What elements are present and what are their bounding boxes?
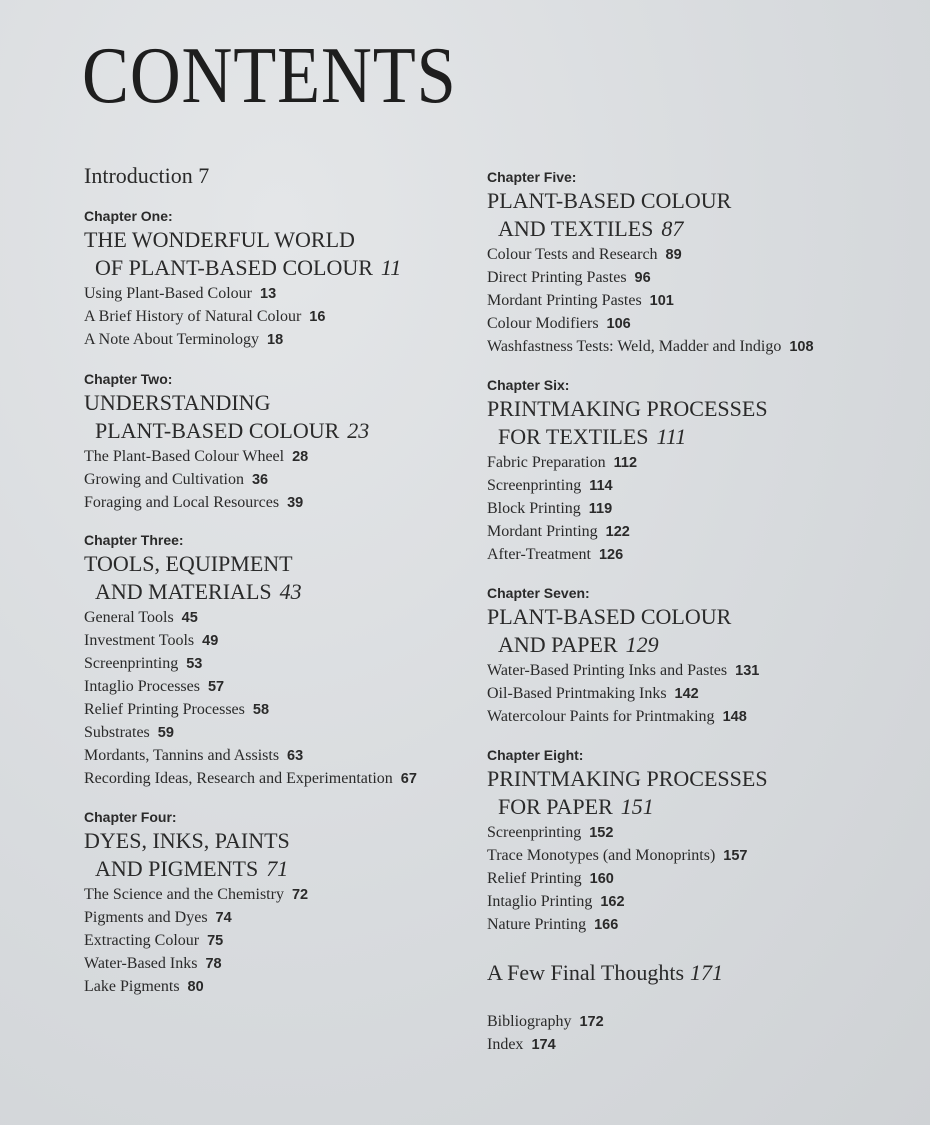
toc-entry-page: 16	[309, 309, 326, 325]
chapter-title-line1: PLANT-BASED COLOUR	[487, 604, 732, 629]
toc-entry	[487, 520, 768, 543]
toc-entry-text: Mordant Printing Pastes	[487, 292, 642, 309]
intro-page: 7	[198, 163, 210, 188]
chapter-label: Chapter Two:	[84, 371, 173, 387]
chapter-page: 43	[279, 579, 302, 604]
chapter-title-line2-row	[487, 423, 768, 451]
chapter-title-line1: PRINTMAKING PROCESSES	[487, 396, 768, 421]
toc-entry-page: 80	[187, 979, 204, 995]
chapter-label: Chapter One:	[84, 208, 173, 224]
toc-entry-page: 63	[287, 748, 304, 764]
toc-entry-page: 174	[531, 1037, 556, 1053]
toc-entry-text: Extracting Colour	[84, 932, 200, 949]
chapter-title-line1: PRINTMAKING PROCESSES	[487, 766, 768, 791]
toc-entry-page: 131	[735, 663, 760, 679]
toc-entry-page: 108	[789, 339, 814, 355]
toc-entry	[487, 243, 814, 266]
toc-entry-page: 119	[588, 501, 613, 517]
toc-entry-page: 57	[207, 679, 225, 695]
toc-entry-text: Investment Tools	[84, 632, 195, 649]
toc-entry	[487, 543, 768, 566]
chapter-title-line1: DYES, INKS, PAINTS	[84, 828, 290, 853]
toc-entry	[84, 721, 417, 744]
toc-entry-page: 74	[215, 910, 232, 926]
chapter-title-line1: PLANT-BASED COLOUR	[487, 188, 732, 213]
toc-entry-page: 13	[260, 286, 277, 302]
toc-entry	[487, 659, 759, 682]
toc-entry-page: 162	[600, 894, 625, 910]
toc-entry-page: 18	[267, 332, 284, 348]
chapter-page: 23	[347, 418, 370, 443]
chapter-two	[84, 371, 369, 514]
final-thoughts-entry	[487, 960, 723, 986]
chapter-title-line2: FOR TEXTILES	[498, 424, 649, 449]
toc-entry-text: Bibliography	[487, 1013, 572, 1030]
toc-entry-text: Intaglio Processes	[84, 678, 200, 695]
toc-entry-text: Washfastness Tests: Weld, Madder and Indigo	[487, 338, 782, 355]
toc-entry-page: 126	[598, 547, 624, 563]
toc-entry-page: 59	[157, 725, 174, 741]
back-matter	[487, 1010, 604, 1056]
toc-entry	[84, 744, 417, 767]
toc-entry	[487, 913, 768, 936]
chapter-title-line2: AND PAPER	[498, 632, 618, 657]
toc-entry	[487, 451, 768, 474]
chapter-title-line2: AND TEXTILES	[498, 216, 654, 241]
chapter-title	[84, 827, 308, 883]
chapter-title-line2: OF PLANT-BASED COLOUR	[95, 255, 373, 280]
toc-entry	[487, 867, 768, 890]
toc-entry-text: Direct Printing Pastes	[487, 269, 627, 286]
toc-entry	[487, 1033, 604, 1056]
chapter-title	[84, 389, 369, 445]
toc-entry	[84, 629, 417, 652]
toc-entry-text: Lake Pigments	[84, 978, 180, 995]
toc-entry-text: Foraging and Local Resources	[84, 494, 280, 511]
toc-entry	[487, 844, 768, 867]
toc-entry-page: 157	[723, 848, 748, 864]
toc-entry-page: 75	[207, 933, 224, 949]
intro-entry	[84, 163, 209, 189]
toc-entry	[487, 266, 814, 289]
chapter-title-line2: FOR PAPER	[498, 794, 613, 819]
toc-entry-text: After-Treatment	[487, 546, 591, 563]
chapter-page: 111	[656, 424, 687, 449]
toc-entry-page: 122	[605, 524, 630, 540]
toc-entry	[84, 929, 308, 952]
chapter-title	[487, 395, 768, 451]
toc-entry-text: Pigments and Dyes	[84, 909, 208, 926]
toc-entry	[84, 606, 417, 629]
toc-entry-text: Colour Modifiers	[487, 315, 599, 332]
toc-entry	[84, 906, 308, 929]
chapter-page: 129	[625, 632, 659, 657]
toc-entry-text: Recording Ideas, Research and Experimentation	[84, 770, 393, 787]
chapter-title	[84, 550, 417, 606]
chapter-title-line1: THE WONDERFUL WORLD	[84, 227, 355, 252]
toc-entry-text: The Plant-Based Colour Wheel	[84, 448, 285, 465]
toc-entry	[487, 312, 814, 335]
toc-entry-text: A Note About Terminology	[84, 331, 260, 348]
toc-entry-text: Water-Based Inks	[84, 955, 198, 972]
toc-entry-text: The Science and the Chemistry	[84, 886, 284, 903]
toc-entry	[84, 328, 401, 351]
toc-entry-page: 160	[589, 871, 614, 887]
toc-entry-page: 72	[291, 887, 309, 903]
toc-entry-page: 172	[579, 1014, 604, 1030]
chapter-label: Chapter Six:	[487, 377, 570, 393]
chapter-title	[487, 603, 759, 659]
chapter-title-line2: AND MATERIALS	[95, 579, 272, 604]
chapter-title-line2-row	[84, 855, 308, 883]
chapter-title-line2-row	[84, 254, 401, 282]
chapter-eight	[487, 747, 768, 936]
chapter-label: Chapter Five:	[487, 169, 577, 185]
chapter-page: 151	[620, 794, 654, 819]
toc-entry	[84, 445, 369, 468]
toc-entry-text: Intaglio Printing	[487, 893, 593, 910]
toc-entry	[84, 698, 417, 721]
toc-entry-text: Colour Tests and Research	[487, 246, 658, 263]
toc-entry-text: General Tools	[84, 609, 174, 626]
toc-entry-page: 96	[634, 270, 651, 286]
toc-entry	[84, 975, 308, 998]
toc-entry-page: 67	[400, 771, 417, 787]
toc-entry-text: Relief Printing Processes	[84, 701, 245, 718]
toc-entry-text: Index	[487, 1036, 524, 1053]
toc-entry-page: 112	[613, 455, 638, 471]
toc-entry	[487, 474, 768, 497]
toc-entry-text: A Brief History of Natural Colour	[84, 308, 302, 325]
toc-entry	[487, 335, 814, 358]
toc-entry	[487, 821, 768, 844]
toc-entry-page: 78	[205, 956, 222, 972]
toc-entry	[84, 767, 417, 790]
toc-entry-text: Screenprinting	[84, 655, 179, 672]
toc-entry-page: 58	[252, 702, 270, 718]
chapter-title-line2: AND PIGMENTS	[95, 856, 259, 881]
toc-entry-text: Substrates	[84, 724, 150, 741]
toc-entry-text: Oil-Based Printmaking Inks	[487, 685, 667, 702]
toc-entry-text: Water-Based Printing Inks and Pastes	[487, 662, 728, 679]
chapter-title-line2-row	[487, 631, 759, 659]
chapter-title	[487, 765, 768, 821]
chapter-label: Chapter Seven:	[487, 585, 590, 601]
toc-entry-text: Relief Printing	[487, 870, 582, 887]
toc-entry	[487, 497, 768, 520]
toc-entry	[487, 289, 814, 312]
toc-entry-page: 114	[589, 478, 613, 494]
toc-entry-text: Screenprinting	[487, 824, 582, 841]
chapter-title-line2-row	[487, 793, 768, 821]
toc-entry	[84, 282, 401, 305]
toc-entry-text: Using Plant-Based Colour	[84, 285, 252, 302]
toc-entry-text: Growing and Cultivation	[84, 471, 244, 488]
toc-entry	[84, 883, 308, 906]
chapter-title-line2-row	[84, 417, 369, 445]
toc-entry	[487, 705, 759, 728]
chapter-page: 11	[380, 255, 402, 280]
intro-text: Introduction	[84, 163, 193, 188]
toc-entry-page: 142	[674, 686, 699, 702]
toc-entry-text: Mordant Printing	[487, 523, 598, 540]
chapter-page: 71	[266, 856, 289, 881]
toc-entry-text: Block Printing	[487, 500, 581, 517]
toc-entry-page: 36	[251, 472, 269, 488]
toc-entry-text: Fabric Preparation	[487, 454, 606, 471]
toc-entry-page: 28	[292, 449, 309, 465]
toc-entry-text: Mordants, Tannins and Assists	[84, 747, 280, 764]
toc-entry-page: 39	[287, 495, 304, 511]
chapter-title-line1: TOOLS, EQUIPMENT	[84, 551, 293, 576]
chapter-six	[487, 377, 768, 566]
toc-entry-text: Screenprinting	[487, 477, 582, 494]
chapter-three	[84, 532, 417, 790]
chapter-title-line2: PLANT-BASED COLOUR	[95, 418, 340, 443]
chapter-one	[84, 208, 401, 351]
toc-entry-page: 101	[649, 293, 674, 309]
chapter-label: Chapter Three:	[84, 532, 184, 548]
toc-entry-text: Trace Monotypes (and Monoprints)	[487, 847, 716, 864]
toc-entry-page: 89	[665, 247, 682, 263]
chapter-label: Chapter Four:	[84, 809, 177, 825]
chapter-seven	[487, 585, 759, 728]
toc-entry-page: 152	[589, 825, 614, 841]
toc-entry-page: 148	[722, 709, 747, 725]
chapter-label: Chapter Eight:	[487, 747, 584, 763]
toc-entry-page: 53	[186, 656, 203, 672]
chapter-title-line2-row	[84, 578, 417, 606]
toc-entry	[84, 652, 417, 675]
toc-entry	[487, 890, 768, 913]
toc-entry	[84, 305, 401, 328]
page-title: CONTENTS	[82, 32, 457, 120]
toc-entry	[84, 952, 308, 975]
chapter-title-line2-row	[487, 215, 814, 243]
chapter-four	[84, 809, 308, 998]
toc-entry	[84, 491, 369, 514]
toc-entry-page: 166	[594, 917, 619, 933]
toc-entry	[84, 675, 417, 698]
toc-entry	[84, 468, 369, 491]
chapter-title	[84, 226, 401, 282]
toc-entry-page: 49	[202, 633, 219, 649]
final-thoughts-page: 171	[690, 960, 724, 985]
chapter-page: 87	[661, 216, 684, 241]
toc-entry	[487, 682, 759, 705]
toc-entry-text: Watercolour Paints for Printmaking	[487, 708, 715, 725]
toc-entry-page: 45	[181, 610, 198, 626]
toc-entry	[487, 1010, 604, 1033]
toc-entry-text: Nature Printing	[487, 916, 587, 933]
toc-entry-page: 106	[606, 316, 631, 332]
final-thoughts-text: A Few Final Thoughts	[487, 960, 685, 985]
chapter-five	[487, 169, 814, 358]
chapter-title-line1: UNDERSTANDING	[84, 390, 271, 415]
chapter-title	[487, 187, 814, 243]
